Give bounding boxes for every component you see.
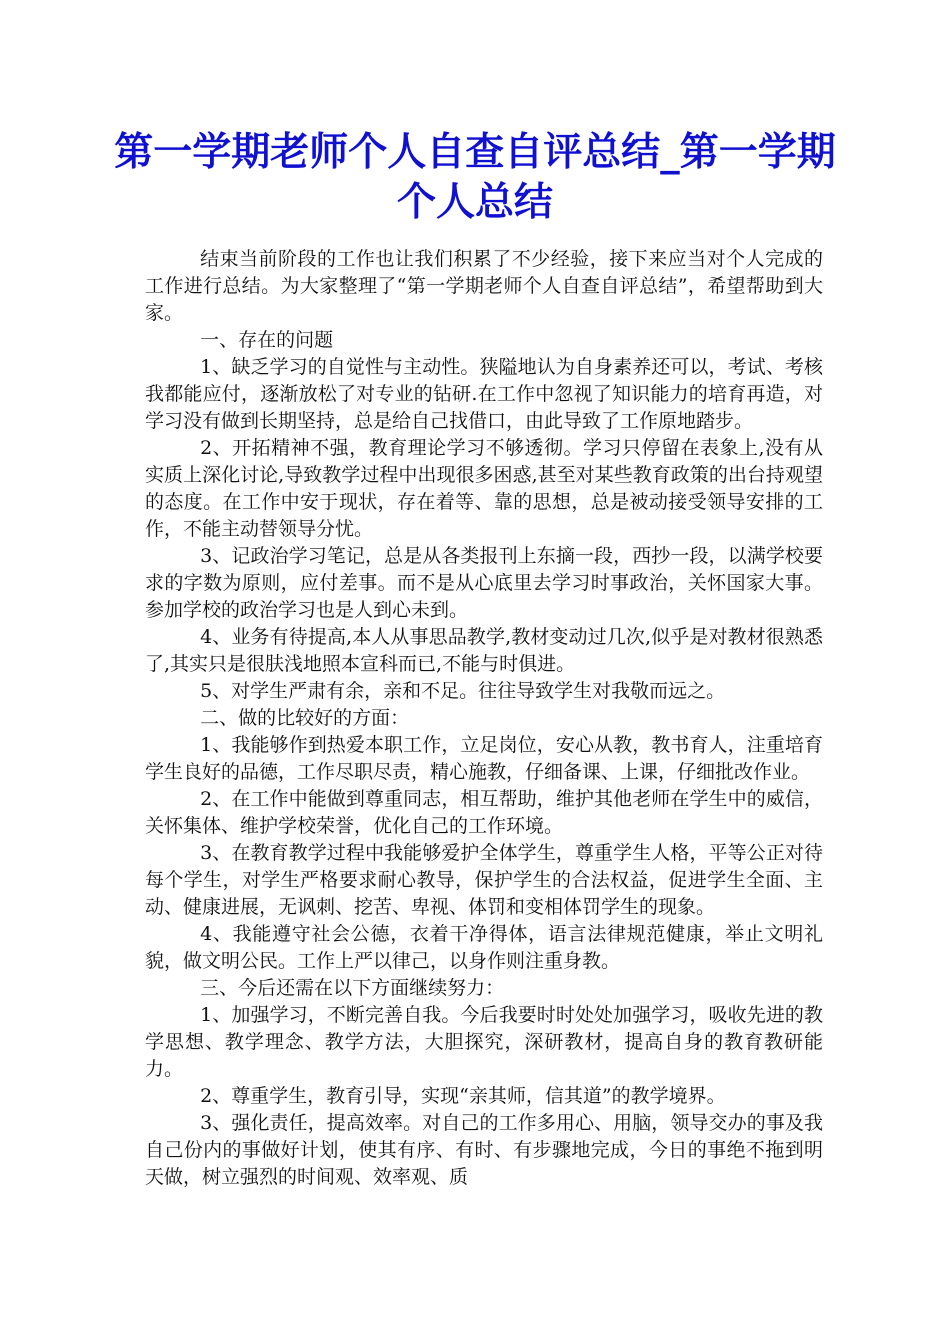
paragraph-problem-2: 2、开拓精神不强，教育理论学习不够透彻。学习只停留在表象上,没有从实质上深化讨论,导致教学过程中出现很多困惑,甚至对某些教育政策的出台持观望的态度。在工作中安于现状，存在着等、靠的思想，总是被动接受领导安排的工作，不能主动替领导分忧。 (145, 437, 823, 540)
paragraph-strength-1: 1、我能够作到热爱本职工作，立足岗位，安心从教，教书育人，注重培育学生良好的品德，工作尽职尽责，精心施教，仔细备课、上课，仔细批改作业。 (145, 734, 823, 783)
paragraph-problem-5: 5、对学生严肃有余，亲和不足。往往导致学生对我敬而远之。 (200, 680, 726, 702)
paragraph-strength-4: 4、我能遵守社会公德，衣着干净得体，语言法律规范健康，举止文明礼貌，做文明公民。工作上严以律己，以身作则注重身教。 (145, 923, 823, 972)
section-heading-problems: 一、存在的问题 (200, 329, 334, 351)
section-heading-improvements: 三、今后还需在以下方面继续努力： (200, 977, 505, 999)
paragraph-improvement-1: 1、加强学习，不断完善自我。今后我要时时处处加强学习，吸收先进的教学思想、教学理念、教学方法，大胆探究，深研教材，提高自身的教育教研能力。 (145, 1004, 823, 1080)
section-heading-strengths: 二、做的比较好的方面： (200, 707, 410, 729)
paragraph-strength-3: 3、在教育教学过程中我能够爱护全体学生，尊重学生人格，平等公正对待每个学生，对学生严格要求耐心教导，保护学生的合法权益，促进学生全面、主动、健康进展，无讽刺、挖苦、卑视、体罚和变相体罚学生的现象。 (145, 842, 823, 918)
paragraph-problem-4: 4、业务有待提高,本人从事思品教学,教材变动过几次,似乎是对教材很熟悉了,其实只是很肤浅地照本宣科而已,不能与时俱进。 (145, 626, 823, 675)
paragraph-intro: 结束当前阶段的工作也让我们积累了不少经验，接下来应当对个人完成的工作进行总结。为大家整理了“第一学期老师个人自查自评总结”，希望帮助到大家。 (145, 248, 823, 324)
paragraph-improvement-2: 2、尊重学生，教育引导，实现“亲其师，信其道”的教学境界。 (200, 1085, 726, 1107)
document-body (145, 246, 823, 1191)
paragraph-improvement-3: 3、强化责任，提高效率。对自己的工作多用心、用脑，领导交办的事及我自己份内的事做好计划，使其有序、有时、有步骤地完成，今日的事绝不拖到明天做，树立强烈的时间观、效率观、质 (145, 1112, 823, 1188)
paragraph-problem-1: 1、缺乏学习的自觉性与主动性。狭隘地认为自身素养还可以，考试、考核我都能应付，逐渐放松了对专业的钻研.在工作中忽视了知识能力的培育再造，对学习没有做到长期坚持，总是给自己找借口，由此导致了工作原地踏步。 (145, 356, 823, 432)
paragraph-problem-3: 3、记政治学习笔记，总是从各类报刊上东摘一段，西抄一段，以满学校要求的字数为原则，应付差事。而不是从心底里去学习时事政治，关怀国家大事。参加学校的政治学习也是人到心未到。 (145, 545, 823, 621)
document-title: 第一学期老师个人自查自评总结_第一学期个人总结 (114, 130, 836, 225)
paragraph-strength-2: 2、在工作中能做到尊重同志，相互帮助，维护其他老师在学生中的威信，关怀集体、维护学校荣誉，优化自己的工作环境。 (145, 788, 823, 837)
